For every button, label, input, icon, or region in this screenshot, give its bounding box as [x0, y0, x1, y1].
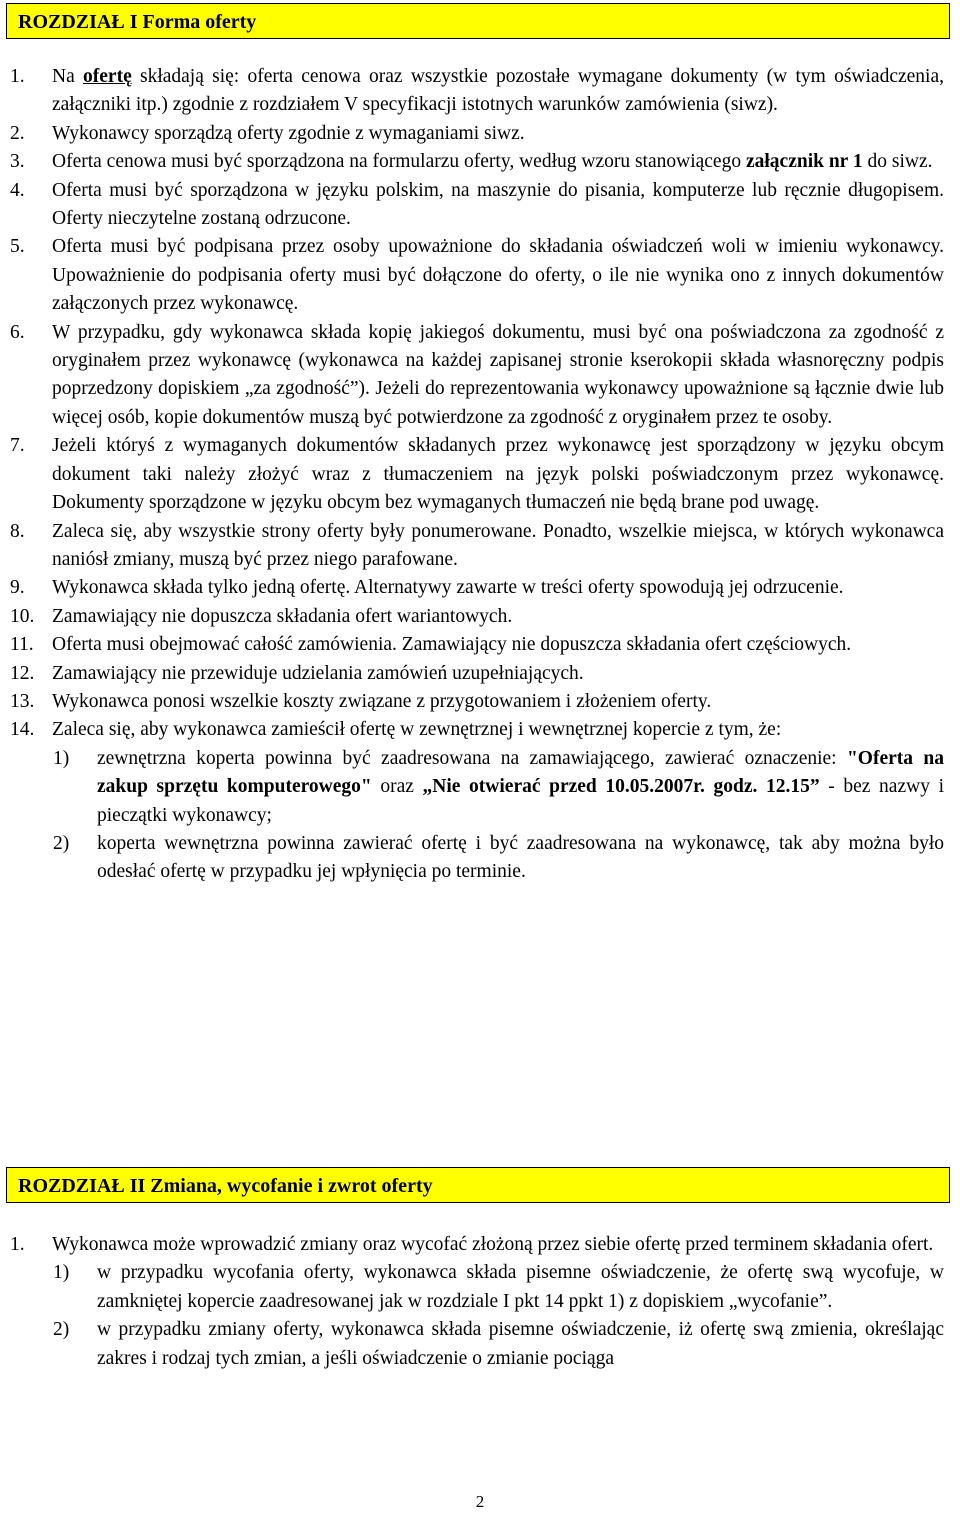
list-item: [0, 233, 960, 318]
item-number: 12.: [10, 662, 35, 684]
item-text: Zamawiający nie przewiduje udzielania zamówień uzupełniających.: [52, 662, 584, 684]
envelope-marking: "Oferta na zakup sprzętu komputerowego": [97, 747, 944, 798]
list-item: [0, 574, 960, 602]
chapter-1-heading: ROZDZIAŁ I Forma oferty: [6, 3, 950, 39]
item-text: Wykonawcy sporządzą oferty zgodnie z wymaganiami siwz.: [52, 122, 525, 144]
list-item: [0, 660, 960, 688]
item-text: Oferta cenowa musi być sporządzona na formularzu oferty, według wzoru stanowiącego: [52, 151, 746, 173]
list-item: [0, 716, 960, 744]
item-number: 13.: [10, 690, 35, 712]
item-text: Wykonawca ponosi wszelkie koszty związane z przygotowaniem i złożeniem oferty.: [52, 690, 712, 712]
attachment-reference: załącznik nr 1: [745, 151, 863, 173]
sub-list-item: [0, 1316, 960, 1373]
item-text: W przypadku, gdy wykonawca składa kopię jakiegoś dokumentu, musi być ona poświadczona za zgodność z oryginałem przez wykonawcę (wykonawca na każdej zapisanej stronie kserokopii składa własnoręczny podpis poprzedzony dopiskiem „za zgodność”). Jeżeli do reprezentowania wykonawcy upoważnione są łącznie dwie lub więcej osób, kopie dokumentów muszą być potwierdzone za zgodność z oryginałem przez te osoby.: [52, 321, 944, 428]
item-number: 3.: [10, 151, 25, 173]
item-text: Oferta musi być sporządzona w języku polskim, na maszynie do pisania, komputerze lub ręcznie długopisem. Oferty nieczytelne zostaną odrzucone.: [52, 179, 944, 230]
sub-list-item: [0, 1259, 960, 1316]
item-text: do siwz.: [862, 151, 933, 173]
item-number: 1.: [10, 1234, 25, 1255]
item-number: 8.: [10, 520, 25, 542]
keyword-link: ofertę: [83, 66, 132, 87]
item-text: Wykonawca składa tylko jedną ofertę. Alternatywy zawarte w treści oferty spowodują jej odrzucenie.: [52, 577, 844, 599]
list-item: [0, 148, 960, 176]
sub-item-number: 1): [53, 1262, 70, 1284]
item-text: składają się: oferta cenowa oraz wszystkie pozostałe wymagane dokumenty (w tym oświadczenia, załączniki itp.) zgodnie z rozdziałem V specyfikacji istotnych warunków zamówienia (siwz).: [52, 66, 944, 116]
item-text: zewnętrzna koperta powinna być zaadresowana na zamawiającego, zawierać oznaczenie:: [97, 747, 847, 769]
list-item: [0, 177, 960, 234]
item-text: Oferta musi obejmować całość zamówienia. Zamawiający nie dopuszcza składania ofert częściowych.: [52, 634, 852, 656]
list-item: [0, 518, 960, 575]
chapter-2-heading: ROZDZIAŁ II Zmiana, wycofanie i zwrot oferty: [6, 1167, 950, 1203]
item-text: w przypadku wycofania oferty, wykonawca składa pisemne oświadczenie, że ofertę swą wycofuje, w zamkniętej kopercie zaadresowanej jak w rozdziale I pkt 14 ppkt 1) z dopiskiem „wycofanie”.: [97, 1262, 944, 1312]
item-number: 7.: [10, 435, 25, 457]
do-not-open-notice: „Nie otwierać przed 10.05.2007r. godz. 12.15”: [422, 776, 820, 798]
item-number: 1.: [10, 66, 25, 87]
list-item: [0, 1231, 960, 1259]
item-text: - bez nazwy i pieczątki wykonawcy;: [97, 776, 944, 826]
item-text: koperta wewnętrzna powinna zawierać ofertę i być zaadresowana na wykonawcę, tak aby można było odesłać ofertę w przypadku jej wpłynięcia po terminie.: [97, 832, 944, 883]
item-text: Na: [52, 66, 84, 87]
list-item: [0, 432, 960, 517]
list-item: [0, 319, 960, 433]
item-text: Zamawiający nie dopuszcza składania ofert wariantowych.: [52, 605, 513, 627]
item-number: 2.: [10, 122, 25, 144]
list-item: [0, 63, 960, 120]
item-text: Wykonawca może wprowadzić zmiany oraz wycofać złożoną przez siebie ofertę przed terminem składania ofert.: [52, 1234, 934, 1255]
item-number: 6.: [10, 321, 25, 343]
sub-item-number: 1): [53, 747, 70, 769]
list-item: [0, 120, 960, 148]
page-number: 2: [475, 1492, 485, 1511]
item-number: 5.: [10, 236, 25, 258]
item-number: 4.: [10, 179, 25, 201]
item-text: Oferta musi być podpisana przez osoby upoważnione do składania oświadczeń woli w imieniu wykonawcy. Upoważnienie do podpisania oferty musi być dołączone do oferty, o ile nie wynika ono z innych dokumentów załączonych przez wykonawcę.: [52, 236, 944, 315]
list-item: [0, 603, 960, 631]
list-item: [0, 631, 960, 659]
item-text: Zaleca się, aby wykonawca zamieścił ofertę w zewnętrznej i wewnętrznej kopercie z tym, że:: [52, 719, 782, 741]
item-number: 14.: [10, 719, 35, 741]
item-number: 10.: [10, 605, 35, 627]
chapter-2-list: [0, 1231, 960, 1373]
sub-item-number: 2): [53, 1319, 70, 1341]
item-number: 11.: [10, 634, 34, 656]
item-text: w przypadku zmiany oferty, wykonawca składa pisemne oświadczenie, iż ofertę swą zmienia, określając zakres i rodzaj tych zmian, a jeśli oświadczenie o zmianie pociąga: [97, 1319, 944, 1369]
item-text: oraz: [371, 776, 423, 798]
sub-item-number: 2): [53, 832, 70, 854]
list-item: [0, 688, 960, 716]
item-text: Zaleca się, aby wszystkie strony oferty były ponumerowane. Ponadto, wszelkie miejsca, w których wykonawca naniósł zmiany, muszą być przez niego parafowane.: [52, 520, 944, 570]
chapter-1-list: [0, 63, 960, 887]
sub-list-item: [0, 745, 960, 830]
sub-list-item: [0, 830, 960, 887]
item-text: Jeżeli któryś z wymaganych dokumentów składanych przez wykonawcę jest sporządzony w języku obcym dokument taki należy złożyć wraz z tłumaczeniem na język polski poświadczonym przez wykonawcę. Dokumenty sporządzone w języku obcym bez wymaganych tłumaczeń nie będą brane pod uwagę.: [52, 435, 944, 514]
item-number: 9.: [10, 577, 25, 599]
